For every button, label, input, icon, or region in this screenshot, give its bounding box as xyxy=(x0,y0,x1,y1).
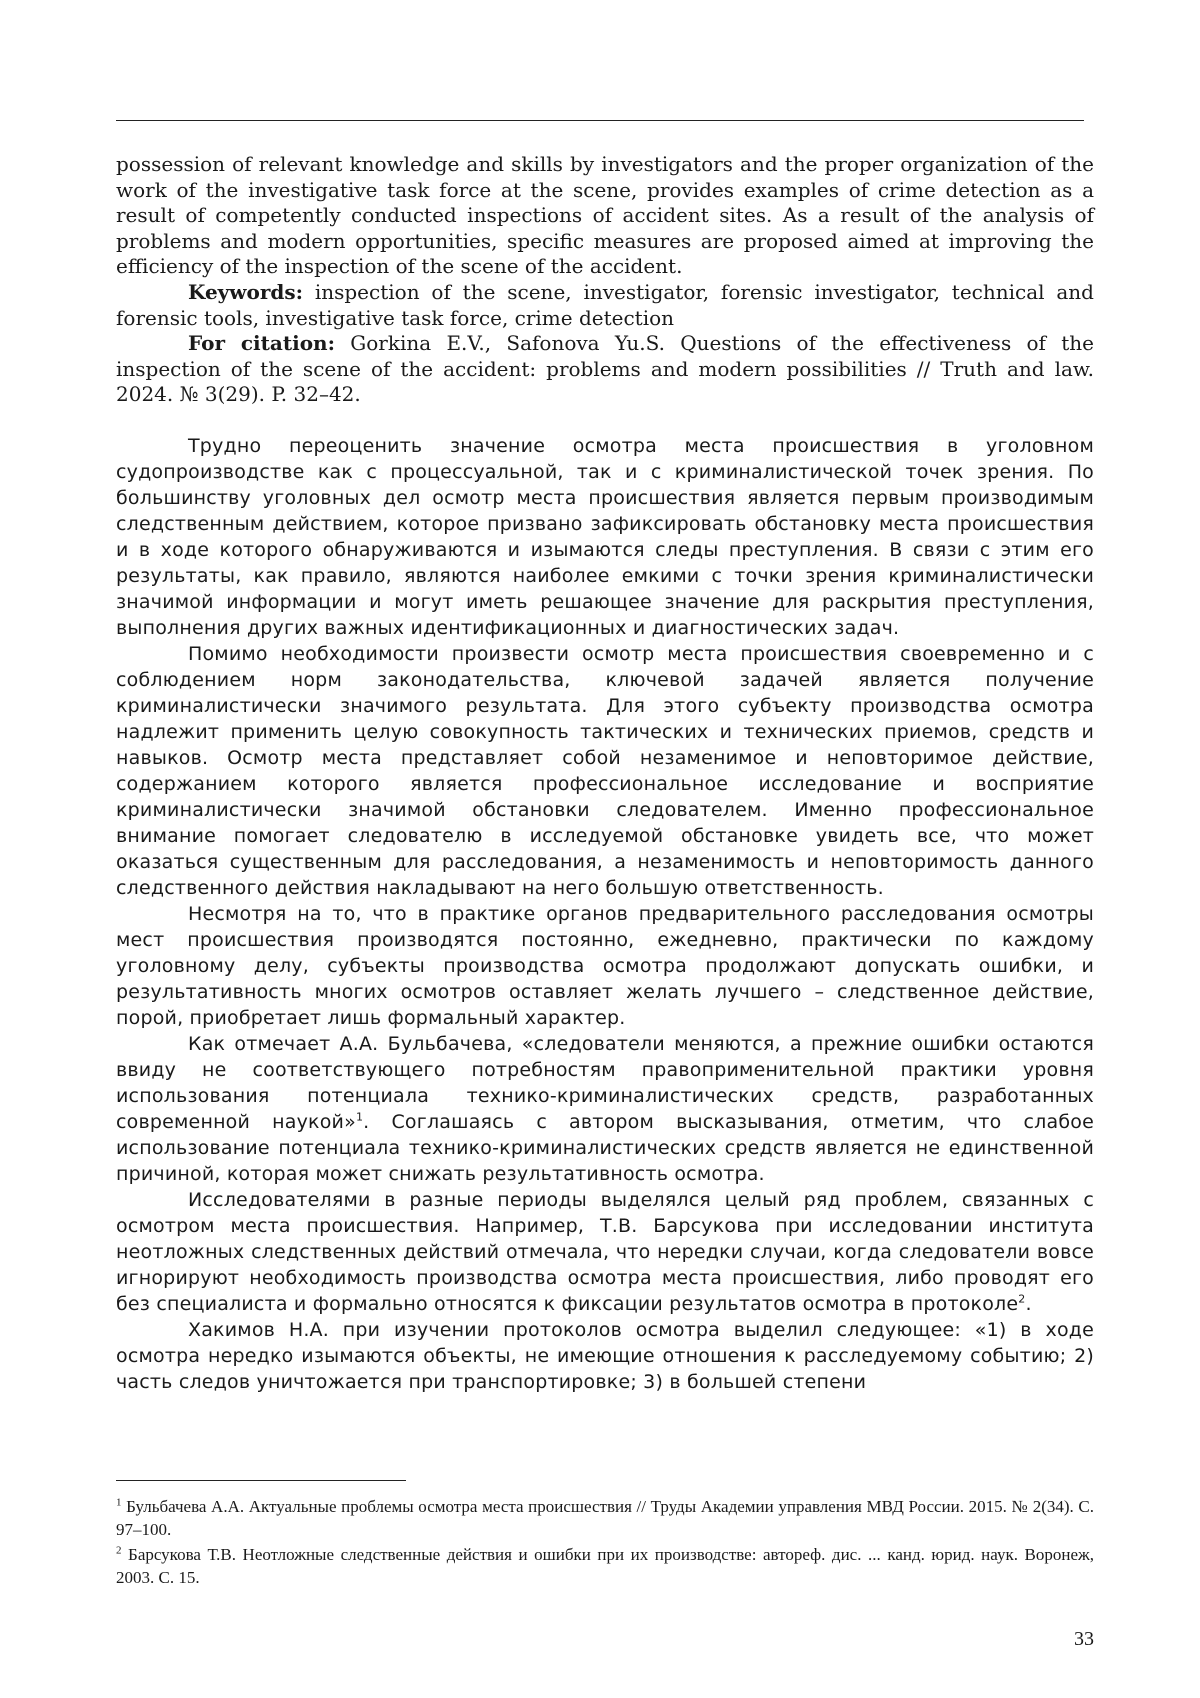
citation-paragraph xyxy=(116,331,1094,408)
keywords-label: Keywords: xyxy=(188,279,304,304)
keywords-text: inspection of the scene, investigator, forensic investigator, technical and forensic tools, investigative task force, crime detection xyxy=(116,279,1094,330)
footnotes xyxy=(116,1495,1094,1591)
footnote-1-text: Бульбачева А.А. Актуальные проблемы осмотра места происшествия // Труды Академии управления МВД России. 2015. № 2(34). С. 97–100. xyxy=(116,1497,1094,1539)
footnote-1 xyxy=(116,1495,1094,1541)
body-paragraph-3: Несмотря на то, что в практике органов предварительного расследования осмотры мест происшествия производятся постоянно, ежедневно, практически по каждому уголовному делу, субъекты производства осмотра продолжают допускать ошибки, и результативность многих осмотров оставляет желать лучшего – следственное действие, порой, приобретает лишь формальный характер. xyxy=(116,902,1094,1029)
body-paragraph-5 xyxy=(116,1187,1094,1317)
page-content xyxy=(116,152,1094,1395)
keywords-paragraph xyxy=(116,280,1094,331)
body-paragraph-5-part-b: . xyxy=(1025,1292,1032,1315)
header-rule xyxy=(116,120,1084,121)
section-gap xyxy=(116,408,1094,433)
body-paragraph-1: Трудно переоценить значение осмотра места происшествия в уголовном судопроизводстве как с процессуальной, так и с криминалистической точек зрения. По большинству уголовных дел осмотр места происшествия является первым производимым следственным действием, которое призвано зафиксировать обстановку места происшествия и в ходе которого обнаруживаются и изымаются следы преступления. В связи с этим его результаты, как правило, являются наиболее емкими с точки зрения криминалистически значимой информации и могут иметь решающее значение для раскрытия преступления, выполнения других важных идентификационных и диагностических задач. xyxy=(116,434,1094,639)
body-paragraph-4-part-b: . Соглашаясь с автором высказывания, отметим, что слабое использование потенциала технико-криминалистических средств является не единственной причиной, которая может снижать результативность осмотра. xyxy=(116,1110,1094,1185)
body-paragraph-2: Помимо необходимости произвести осмотр места происшествия своевременно и с соблюдением норм законодательства, ключевой задачей является получение криминалистически значимого результата. Для этого субъекту производства осмотра надлежит применить целую совокупность тактических и технических приемов, средств и навыков. Осмотр места представляет собой незаменимое и неповторимое действие, содержанием которого является профессиональное исследование и восприятие криминалистически значимой обстановки следователем. Именно профессиональное внимание помогает следователю в исследуемой обстановке увидеть все, что может оказаться существенным для расследования, а незаменимость и неповторимость данного следственного действия накладывают на него большую ответственность. xyxy=(116,642,1094,899)
footnote-2 xyxy=(116,1543,1094,1589)
footnote-2-number: 2 xyxy=(116,1544,122,1557)
page-number: 33 xyxy=(1074,1628,1094,1650)
body-paragraph-5-part-a: Исследователями в разные периоды выделялся целый ряд проблем, связанных с осмотром места происшествия. Например, Т.В. Барсукова при исследовании института неотложных следственных действий отмечала, что нередки случаи, когда следователи вовсе игнорируют необходимость производства осмотра места происшествия, либо проводят его без специалиста и формально относятся к фиксации результатов осмотра в протоколе xyxy=(116,1188,1094,1315)
abstract-continuation: possession of relevant knowledge and skills by investigators and the proper organization of the work of the investigative task force at the scene, provides examples of crime detection as a result of competently conducted inspections of accident sites. As a result of the analysis of problems and modern opportunities, specific measures are proposed aimed at improving the efficiency of the inspection of the scene of the accident. xyxy=(116,152,1094,279)
footnote-rule xyxy=(116,1480,406,1481)
body-paragraph-4 xyxy=(116,1031,1094,1187)
body-paragraph-4-part-a: Как отмечает А.А. Бульбачева, «следователи меняются, а прежние ошибки остаются ввиду не соответствующего потребностям правоприменительной практики уровня использования потенциала технико-криминалистических средств, разработанных современной наукой» xyxy=(116,1032,1094,1133)
citation-text: Gorkina E.V., Safonova Yu.S. Questions of the effectiveness of the inspection of the scene of the accident: problems and modern possibilities // Truth and law. 2024. № 3(29). P. 32–42. xyxy=(116,331,1094,407)
footnote-2-text: Барсукова Т.В. Неотложные следственные действия и ошибки при их производстве: автореф. дис. ... канд. юрид. наук. Воронеж, 2003. С. 15. xyxy=(116,1545,1094,1587)
citation-label: For citation: xyxy=(188,331,335,356)
footnote-1-number: 1 xyxy=(116,1496,122,1509)
footnote-ref-1[interactable]: 1 xyxy=(355,1110,364,1124)
body-paragraph-6: Хакимов Н.А. при изучении протоколов осмотра выделил следующее: «1) в ходе осмотра нередко изымаются объекты, не имеющие отношения к расследуемому событию; 2) часть следов уничтожается при транспортировке; 3) в большей степени xyxy=(116,1318,1094,1393)
footnote-ref-2[interactable]: 2 xyxy=(1018,1292,1026,1306)
